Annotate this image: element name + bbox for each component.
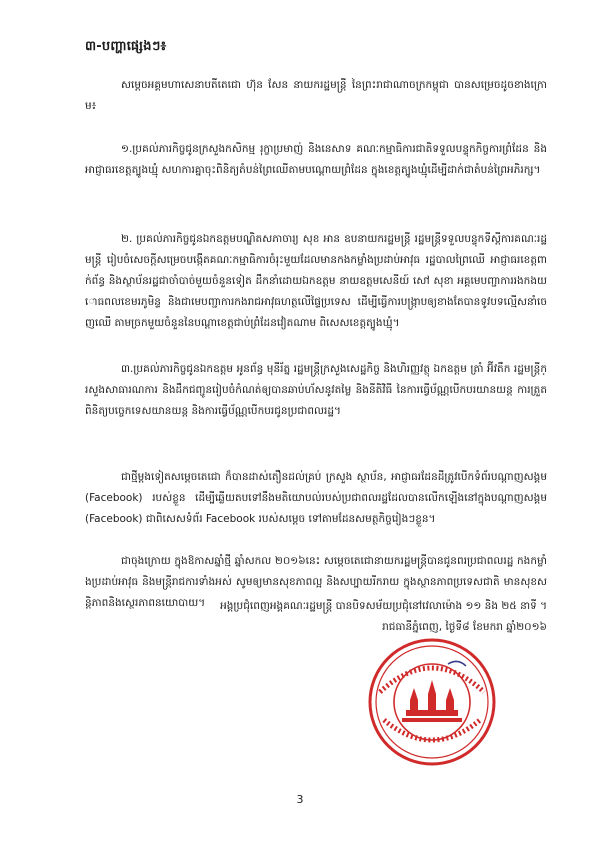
paragraph-closing: ជាចុងក្រោយ ក្នុងឱកាសឆ្នាំថ្មី ឆ្នាំសកល ២០១៦នេះ សម្តេចតេជោនាយករដ្ឋមន្ត្រីបានជូនពរប្រជាពលរដ្ឋ កងកម្លាំងប្រដាប់អាវុធ និងមន្ត្រីរាជការទាំងអស់ សូមឲ្យមានសុខភាពល្អ និងសប្បាយរីករាយ ក្នុងស្ថានភាពប្រទេសជាតិ មានសុខសន្តិភាពនិងស្ថេរភាពនយោបាយ។ [85,554,547,609]
paragraph-intro: សម្តេចអគ្គមហាសេនាបតីតេជោ ហ៊ុន សែន នាយករដ្ឋមន្ត្រី នៃព្រះរាជាណាចក្រកម្ពុជា បានសម្រេចដូចខាងក្រោម៖ [85,78,547,112]
paragraph-item-2: ២. ប្រគល់ភារកិច្ចជូនឯកឧត្តមបណ្ឌិតសភាចារ្យ សុខ អាន ឧបនាយករដ្ឋមន្ត្រី រដ្ឋមន្ត្រីទទួលបន្ទុកទីស្តីការគណៈរដ្ឋមន្ត្រី រៀបចំសេចក្តីសម្រេចបង្កើតគណៈកម្មាធិការចំរុះមួយដែលមានកងកម្លាំងប្រដាប់អាវុធ រដ្ឋបាលព្រៃឈើ អាជ្ញាធរខេត្តពាក់ព័ន្ធ និងស្ថាប័នរដ្ឋជាចាំបាច់មួយចំនួនទៀត ដឹកនាំដោយឯកឧត្តម នាយឧត្តមសេនីយ៍ សៅ សុខា អគ្គមេបញ្ជាការរងកងយោធពលខេមរភូមិន្ទ និងជាមេបញ្ជាការកងរាជអាវុធហត្ថលើផ្ទៃប្រទេស ដើម្បីធ្វើការបង្ក្រាបឲ្យខាងតែបានទូវបទល្មើសនាំចេញឈើ តាមច្រកមួយចំនួននៃបណ្តាខេត្តជាប់ព្រំដែនវៀតណាម ពិសេសខេត្តត្បូងឃ្មុំ។ [85,232,547,329]
paragraph-item-3: ៣.ប្រគល់ភារកិច្ចជូនឯកឧត្តម អូនព័ន្ធ មុនីរ័ត្ន រដ្ឋមន្ត្រីក្រសួងសេដ្ឋកិច្ច និងហិរញ្ញវត្ថុ ឯកឧត្តម ត្រាំ អ៊ីវតឹក រដ្ឋមន្ត្រីក្រសួងសាធារណការ និងដឹកជញ្ជូនរៀបចំកំណត់ឲ្យបានឆាប់ហ័សនូវតម្លៃ និងនីតិវិធី នៃការធ្វើប័ណ្ណបើកបរយានយន្ត ការត្រួតពិនិត្យបច្ចេកទេសយានយន្ត និងការធ្វើប័ណ្ណបើកបរជូនប្រជាពលរដ្ឋ។ [85,362,547,417]
place-date-line: រាជធានីភ្នំពេញ, ថ្ងៃទី៨ ខែមករា ឆ្នាំ២០១៦ [382,621,547,633]
page-number: 3 [296,793,304,806]
section-heading: ៣-បញ្ហាផ្សេងៗ៖ [85,39,167,54]
meeting-close-line: អង្គប្រជុំពេញអង្គគណៈរដ្ឋមន្ត្រី បានបិទសម័យប្រជុំនៅវេលាម៉ោង ១១ និង ២៥ នាទី ។ [220,600,547,612]
official-seal-stamp [366,636,498,768]
paragraph-facebook: ជាថ្មីម្តងទៀតសម្តេចតេជោ ក៏បានដាស់តឿនដល់គ្រប់ ក្រសួង ស្ថាប័ន, អាជ្ញាធរដែនដីត្រូវបើកទំព័របណ្តាញសង្គម (Facebook) របស់ខ្លួន ដើម្បីឆ្លើយតបទៅនឹងមតិយោបល់របស់ប្រជាពលរដ្ឋដែលបានលើកឡើងនៅក្នុងបណ្តាញសង្គម (Facebook) ជាពិសេសទំព័រ Facebook របស់សម្តេច ទៅតាមដែនសមត្ថកិច្ចរៀងៗខ្លួន។ [85,470,547,525]
paragraph-item-1: ១.ប្រគល់ភារកិច្ចជូនក្រសួងកសិកម្ម រុក្ខាប្រមាញ់ និងនេសាទ គណៈកម្មាធិការជាតិទទួលបន្ទុកកិច្ចការព្រំដែន និងអាជ្ញាធរខេត្តត្បូងឃ្មុំ សហការគ្នាចុះពិនិត្យតំបន់ព្រៃឈើតាមបណ្តោយព្រំដែន ក្នុងខេត្តត្បូងឃ្មុំដើម្បីដាក់ជាតំបន់ព្រៃអភិរក្ស។ [85,142,547,176]
